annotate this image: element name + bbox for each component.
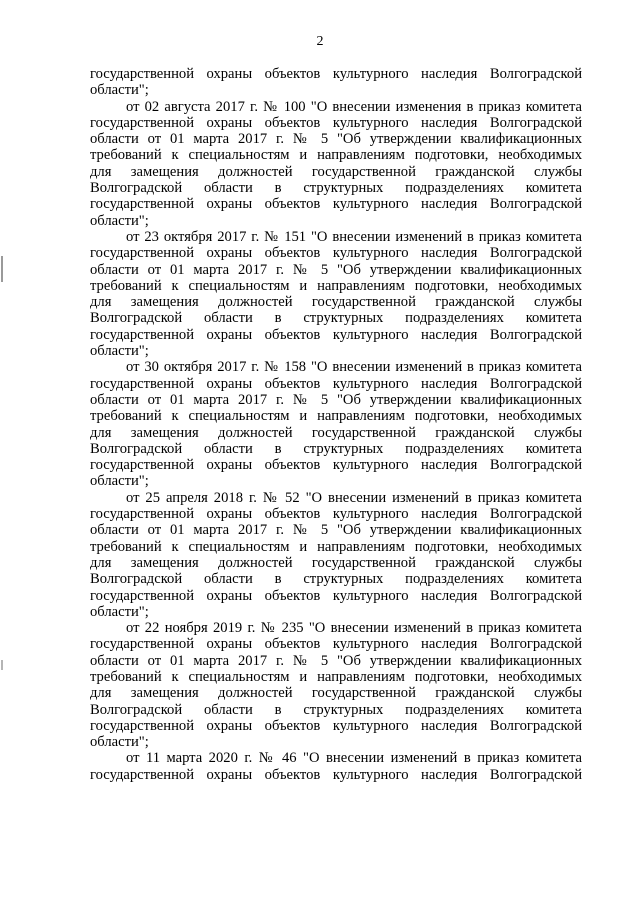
text-line: государственной охраны объектов культурного наследия Волгоградской: [90, 245, 582, 262]
text-line: для замещения должностей государственной гражданской службы: [90, 554, 582, 571]
text-line: государственной охраны объектов культурного наследия Волгоградской: [90, 114, 582, 131]
text-line: для замещения должностей государственной гражданской службы: [90, 294, 582, 311]
text-line: Волгоградской области в структурных подразделениях комитета: [90, 571, 582, 588]
paragraph-start-line: от 25 апреля 2018 г. № 52 "О внесении изменений в приказ комитета: [126, 489, 582, 506]
text-line: области";: [90, 734, 149, 751]
text-line: области";: [90, 603, 149, 620]
text-line: требований к специальностям и направлениям подготовки, необходимых: [90, 538, 582, 555]
text-line: государственной охраны объектов культурного наследия Волгоградской: [90, 326, 582, 343]
text-line: области от 01 марта 2017 г. № 5 "Об утверждении квалификационных: [90, 261, 582, 278]
text-line: требований к специальностям и направлениям подготовки, необходимых: [90, 408, 582, 425]
paragraph-start-line: от 23 октября 2017 г. № 151 "О внесении изменений в приказ комитета: [126, 228, 582, 245]
text-line: области";: [90, 82, 149, 99]
text-line: области";: [90, 343, 149, 360]
text-line: Волгоградской области в структурных подразделениях комитета: [90, 701, 582, 718]
text-line: требований к специальностям и направлениям подготовки, необходимых: [90, 277, 582, 294]
paragraph-start-line: от 11 марта 2020 г. № 46 "О внесении изменений в приказ комитета: [126, 750, 582, 767]
text-line: требований к специальностям и направлениям подготовки, необходимых: [90, 147, 582, 164]
text-line: для замещения должностей государственной гражданской службы: [90, 424, 582, 441]
text-line: области от 01 марта 2017 г. № 5 "Об утверждении квалификационных: [90, 391, 582, 408]
scan-artifact-mark: [1, 660, 3, 670]
paragraph-start-line: от 02 августа 2017 г. № 100 "О внесении изменения в приказ комитета: [126, 98, 582, 115]
text-line: государственной охраны объектов культурного наследия Волгоградской: [90, 66, 582, 82]
text-line: государственной охраны объектов культурного наследия Волгоградской: [90, 766, 582, 783]
text-line: государственной охраны объектов культурного наследия Волгоградской: [90, 587, 582, 604]
text-line: для замещения должностей государственной гражданской службы: [90, 685, 582, 702]
text-line: области от 01 марта 2017 г. № 5 "Об утверждении квалификационных: [90, 652, 582, 669]
text-line: государственной охраны объектов культурного наследия Волгоградской: [90, 457, 582, 474]
text-line: Волгоградской области в структурных подразделениях комитета: [90, 310, 582, 327]
text-line: государственной охраны объектов культурного наследия Волгоградской: [90, 375, 582, 392]
paragraph-start-line: от 22 ноября 2019 г. № 235 "О внесении изменений в приказ комитета: [126, 620, 582, 637]
text-line: области";: [90, 473, 149, 490]
text-line: Волгоградской области в структурных подразделениях комитета: [90, 180, 582, 197]
text-line: государственной охраны объектов культурного наследия Волгоградской: [90, 717, 582, 734]
text-line: для замещения должностей государственной гражданской службы: [90, 163, 582, 180]
text-line: области";: [90, 212, 149, 229]
page-number: 2: [316, 34, 324, 49]
scan-artifact-mark: [1, 256, 3, 282]
text-line: государственной охраны объектов культурного наследия Волгоградской: [90, 636, 582, 653]
text-line: области от 01 марта 2017 г. № 5 "Об утверждении квалификационных: [90, 522, 582, 539]
text-line: требований к специальностям и направлениям подготовки, необходимых: [90, 668, 582, 685]
text-line: государственной охраны объектов культурного наследия Волгоградской: [90, 506, 582, 523]
text-line: государственной охраны объектов культурного наследия Волгоградской: [90, 196, 582, 213]
document-body: [90, 66, 582, 783]
text-line: Волгоградской области в структурных подразделениях комитета: [90, 440, 582, 457]
paragraph-start-line: от 30 октября 2017 г. № 158 "О внесении изменений в приказ комитета: [126, 359, 582, 376]
text-line: области от 01 марта 2017 г. № 5 "Об утверждении квалификационных: [90, 131, 582, 148]
